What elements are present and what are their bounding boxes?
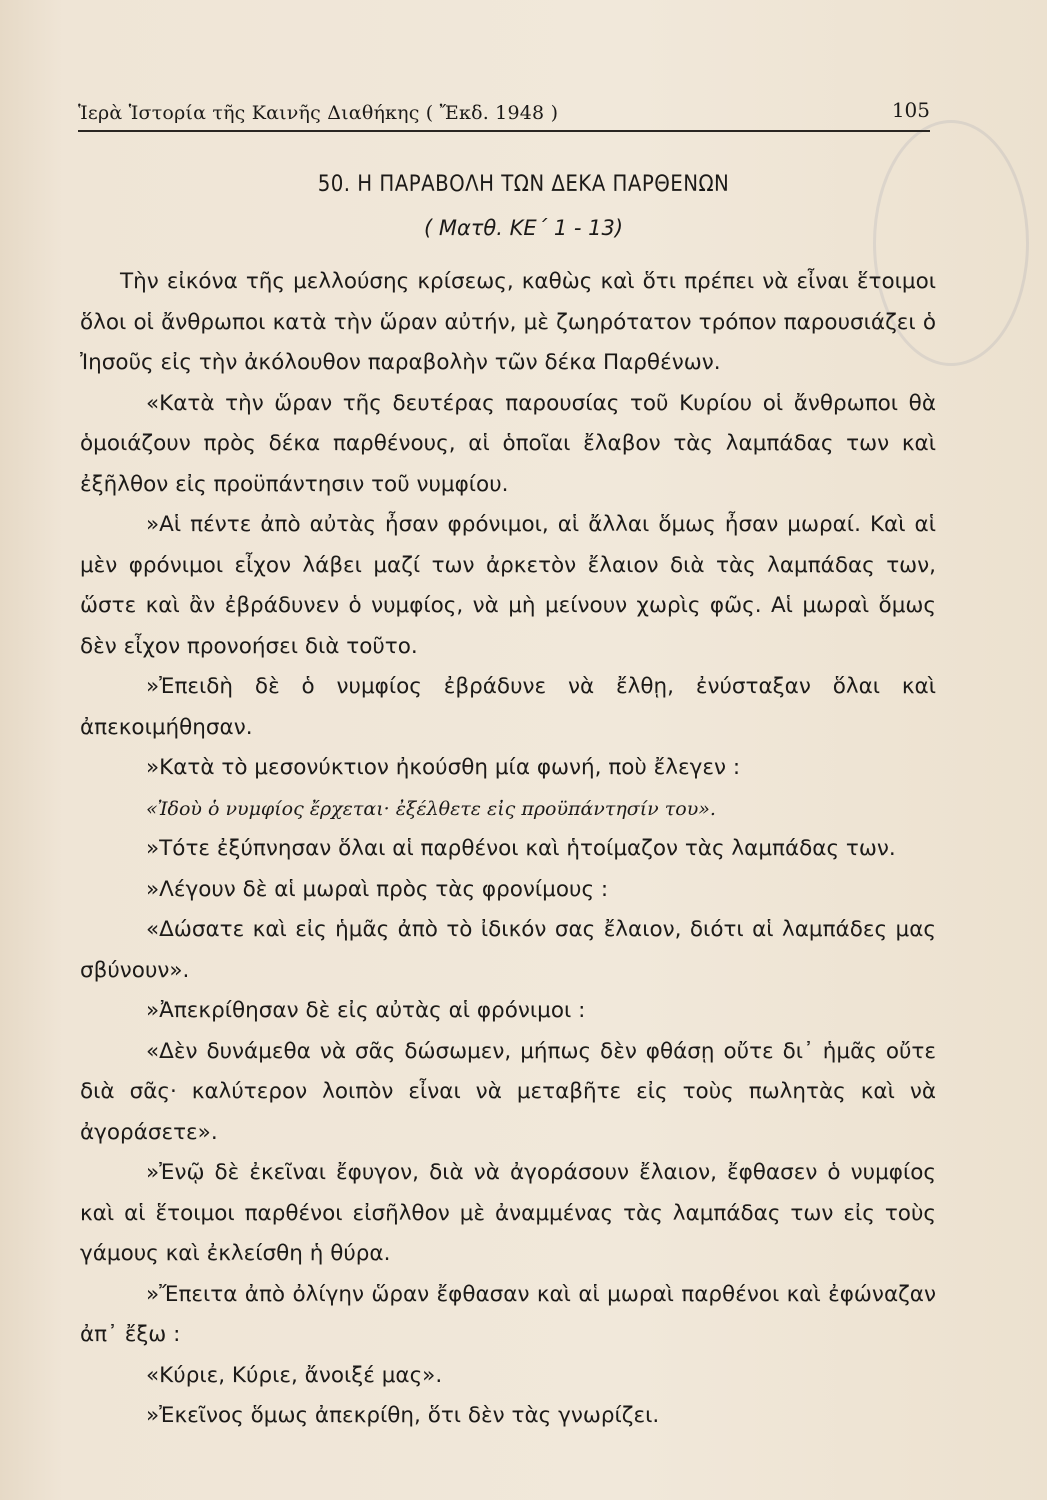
paragraph: »Τότε ἐξύπνησαν ὅλαι αἱ παρθένοι καὶ ἡτοίμαζον τὰς λαμπάδας των. bbox=[146, 836, 896, 861]
page-header bbox=[78, 96, 930, 132]
paragraph: »Κατὰ τὸ μεσονύκτιον ἠκούσθη μία φωνή, ποὺ ἔλεγεν : bbox=[146, 755, 741, 780]
running-title: Ἱερὰ Ἱστορία τῆς Καινῆς Διαθήκης ( Ἔκδ. 1948 ) bbox=[78, 102, 559, 124]
scripture-reference: ( Ματθ. ΚΕ΄ 1 - 13) bbox=[423, 216, 624, 240]
chapter-title: 50. Η ΠΑΡΑΒΟΛΗ ΤΩΝ ΔΕΚΑ ΠΑΡΘΕΝΩΝ bbox=[317, 172, 730, 197]
paragraph: »Αἱ πέντε ἀπὸ αὐτὰς ἦσαν φρόνιμοι, αἱ ἄλλαι ὅμως ἦσαν μωραί. Καὶ αἱ μὲν φρόνιμοι εἶχον λάβει μαζί των ἀρκετὸν ἔλαιον διὰ τὰς λαμπάδας των, ὥστε καὶ ἂν ἐβράδυνεν ὁ νυμφίος, νὰ μὴ μείνουν χωρὶς φῶς. Αἱ μωραὶ ὅμως δὲν εἶχον προνοήσει διὰ τοῦτο. bbox=[80, 512, 936, 659]
body-text bbox=[80, 262, 936, 1437]
paragraph: «Κατὰ τὴν ὥραν τῆς δευτέρας παρουσίας τοῦ Κυρίου οἱ ἄνθρωποι θὰ ὁμοιάζουν πρὸς δέκα παρθένους, αἱ ὁποῖαι ἔλαβον τὰς λαμπάδας των καὶ ἐξῆλθον εἰς προϋπάντησιν τοῦ νυμφίου. bbox=[80, 390, 936, 497]
paragraph: »Ἐκεῖνος ὅμως ἀπεκρίθη, ὅτι δὲν τὰς γνωρίζει. bbox=[146, 1403, 660, 1428]
paragraph: »Ἀπεκρίθησαν δὲ εἰς αὐτὰς αἱ φρόνιμοι : bbox=[146, 998, 586, 1023]
paragraph: »Ἐνῷ δὲ ἐκεῖναι ἔφυγον, διὰ νὰ ἀγοράσουν ἔλαιον, ἔφθασεν ὁ νυμφίος καὶ αἱ ἕτοιμοι παρθένοι εἰσῆλθον μὲ ἀναμμένας τὰς λαμπάδας των εἰς τοὺς γάμους καὶ ἐκλείσθη ἡ θύρα. bbox=[80, 1160, 936, 1266]
paragraph: Τὴν εἰκόνα τῆς μελλούσης κρίσεως, καθὼς καὶ ὅτι πρέπει νὰ εἶναι ἕτοιμοι ὅλοι οἱ ἄνθρωποι κατὰ τὴν ὥραν αὐτήν, μὲ ζωηρότατον τρόπον παρουσιάζει ὁ Ἰησοῦς εἰς τὴν ἀκόλουθον παραβολὴν τῶν δέκα Παρθένων. bbox=[80, 269, 936, 375]
page-number: 105 bbox=[891, 98, 930, 122]
paragraph: »Λέγουν δὲ αἱ μωραὶ πρὸς τὰς φρονίμους : bbox=[146, 876, 609, 902]
paragraph: «Κύριε, Κύριε, ἄνοιξέ μας». bbox=[146, 1362, 443, 1388]
quoted-line: «Ἰδοὺ ὁ νυμφίος ἔρχεται· ἐξέλθετε εἰς προϋπάντησίν του». bbox=[146, 797, 716, 820]
paragraph: «Δώσατε καὶ εἰς ἡμᾶς ἀπὸ τὸ ἰδικόν σας ἔλαιον, διότι αἱ λαμπάδες μας σβύνουν». bbox=[80, 917, 936, 983]
paragraph: »Ἐπειδὴ δὲ ὁ νυμφίος ἐβράδυνε νὰ ἔλθῃ, ἐνύσταξαν ὅλαι καὶ ἀπεκοιμήθησαν. bbox=[80, 674, 936, 740]
paragraph: «Δὲν δυνάμεθα νὰ σᾶς δώσωμεν, μήπως δὲν φθάσῃ οὔτε δι᾽ ἡμᾶς οὔτε διὰ σᾶς· καλύτερον λοιπὸν εἶναι νὰ μεταβῆτε εἰς τοὺς πωλητὰς καὶ νὰ ἀγοράσετε». bbox=[80, 1038, 936, 1145]
paragraph: »Ἔπειτα ἀπὸ ὀλίγην ὥραν ἔφθασαν καὶ αἱ μωραὶ παρθένοι καὶ ἐφώναζαν ἀπ᾽ ἔξω : bbox=[80, 1281, 936, 1347]
